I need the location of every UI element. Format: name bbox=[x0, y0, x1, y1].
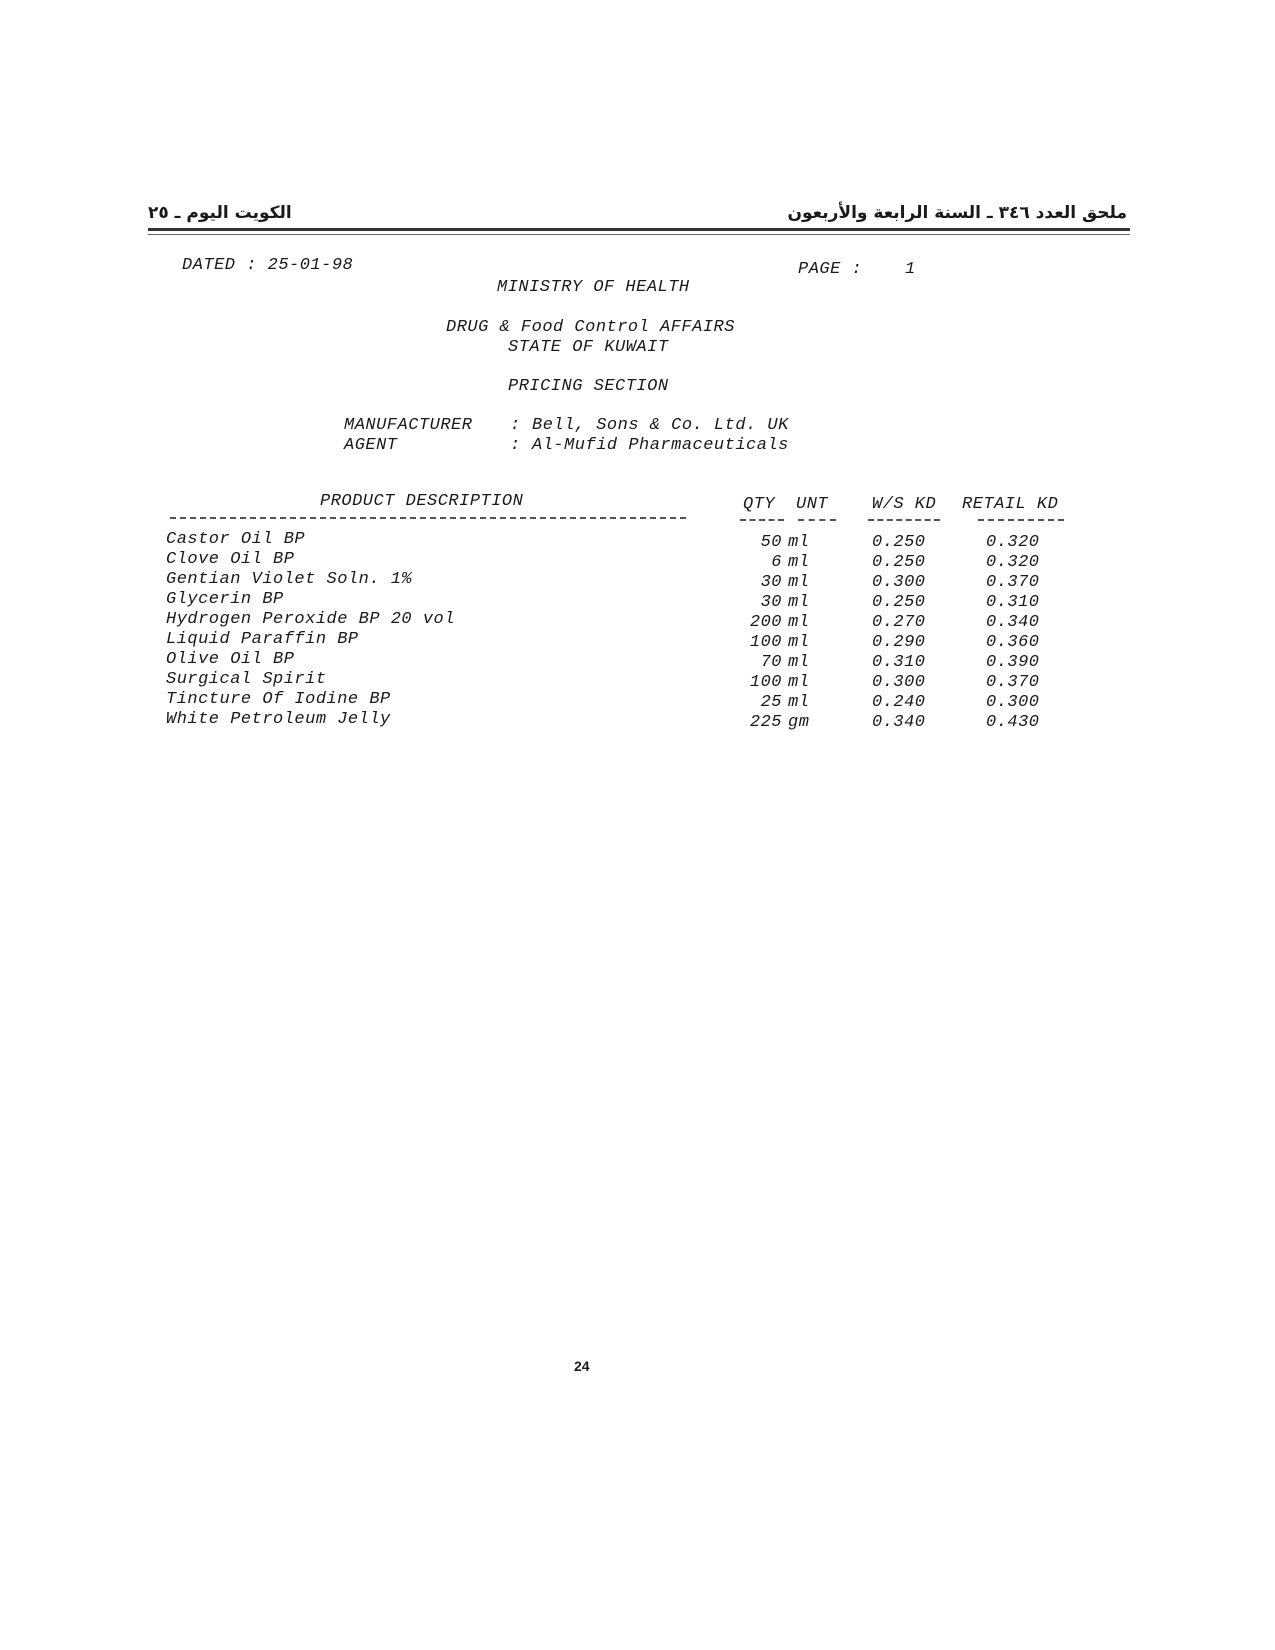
quantity-cell: 200 bbox=[749, 613, 782, 632]
page-value: 1 bbox=[905, 260, 916, 279]
ministry-title: MINISTRY OF HEALTH bbox=[497, 278, 690, 297]
agent-label: AGENT bbox=[344, 436, 398, 455]
agent-value: Al-Mufid Pharmaceuticals bbox=[532, 436, 789, 455]
product-description-cell: Gentian Violet Soln. 1% bbox=[166, 570, 413, 589]
dated-line: DATED : 25-01-98 bbox=[182, 256, 354, 275]
state-title: STATE OF KUWAIT bbox=[508, 338, 669, 357]
retail-price-cell: 0.340 bbox=[986, 613, 1040, 632]
wholesale-price-cell: 0.290 bbox=[872, 633, 926, 652]
product-description-cell: White Petroleum Jelly bbox=[166, 710, 391, 729]
retail-price-cell: 0.320 bbox=[986, 533, 1040, 552]
manufacturer-colon: : bbox=[510, 416, 521, 435]
product-description-cell: Castor Oil BP bbox=[166, 530, 306, 549]
description-underline bbox=[170, 517, 686, 519]
column-header-retail: RETAIL KD bbox=[962, 495, 1059, 514]
wholesale-price-cell: 0.240 bbox=[872, 693, 926, 712]
column-header-unit: UNT bbox=[796, 495, 829, 514]
wholesale-price-cell: 0.250 bbox=[872, 533, 926, 552]
unit-cell: ml bbox=[788, 653, 810, 672]
header-rule-thin bbox=[148, 234, 1130, 235]
running-header-left: الكويت اليوم ـ ٢٥ bbox=[148, 203, 292, 223]
page-line: PAGE : 1 bbox=[798, 260, 916, 279]
unit-cell: ml bbox=[788, 573, 810, 592]
column-header-description: PRODUCT DESCRIPTION bbox=[320, 492, 524, 511]
unit-cell: ml bbox=[788, 593, 810, 612]
retail-price-cell: 0.300 bbox=[986, 693, 1040, 712]
retail-price-cell: 0.320 bbox=[986, 553, 1040, 572]
quantity-cell: 30 bbox=[760, 573, 782, 592]
wholesale-price-cell: 0.340 bbox=[872, 713, 926, 732]
product-description-cell: Tincture Of Iodine BP bbox=[166, 690, 391, 709]
footer-page-number: 24 bbox=[574, 1358, 590, 1374]
retail-price-cell: 0.360 bbox=[986, 633, 1040, 652]
product-description-cell: Glycerin BP bbox=[166, 590, 284, 609]
page-label: PAGE bbox=[798, 260, 841, 279]
unit-underline bbox=[798, 519, 836, 521]
section-title: PRICING SECTION bbox=[508, 377, 669, 396]
ws-underline bbox=[868, 519, 940, 521]
dated-label: DATED bbox=[182, 256, 236, 275]
quantity-cell: 30 bbox=[760, 593, 782, 612]
unit-cell: ml bbox=[788, 553, 810, 572]
unit-cell: ml bbox=[788, 693, 810, 712]
quantity-cell: 100 bbox=[749, 633, 782, 652]
retail-price-cell: 0.370 bbox=[986, 673, 1040, 692]
qty-underline bbox=[740, 519, 784, 521]
column-header-ws: W/S KD bbox=[872, 495, 937, 514]
retail-price-cell: 0.390 bbox=[986, 653, 1040, 672]
retail-price-cell: 0.430 bbox=[986, 713, 1040, 732]
unit-cell: gm bbox=[788, 713, 810, 732]
column-header-qty: QTY bbox=[743, 495, 776, 514]
wholesale-price-cell: 0.300 bbox=[872, 673, 926, 692]
quantity-cell: 100 bbox=[749, 673, 782, 692]
quantity-cell: 6 bbox=[771, 553, 782, 572]
product-description-cell: Olive Oil BP bbox=[166, 650, 295, 669]
wholesale-price-cell: 0.270 bbox=[872, 613, 926, 632]
wholesale-price-cell: 0.310 bbox=[872, 653, 926, 672]
header-rule bbox=[148, 228, 1130, 231]
department-title: DRUG & Food Control AFFAIRS bbox=[446, 318, 735, 337]
wholesale-price-cell: 0.300 bbox=[872, 573, 926, 592]
wholesale-price-cell: 0.250 bbox=[872, 553, 926, 572]
agent-colon: : bbox=[510, 436, 521, 455]
running-header-right: ملحق العدد ٣٤٦ ـ السنة الرابعة والأربعون bbox=[787, 203, 1127, 223]
quantity-cell: 50 bbox=[760, 533, 782, 552]
wholesale-price-cell: 0.250 bbox=[872, 593, 926, 612]
manufacturer-label: MANUFACTURER bbox=[344, 416, 473, 435]
product-description-cell: Clove Oil BP bbox=[166, 550, 295, 569]
unit-cell: ml bbox=[788, 673, 810, 692]
product-description-cell: Hydrogen Peroxide BP 20 vol bbox=[166, 610, 455, 629]
dated-value: 25-01-98 bbox=[267, 256, 354, 275]
unit-cell: ml bbox=[788, 533, 810, 552]
manufacturer-value: Bell, Sons & Co. Ltd. UK bbox=[532, 416, 789, 435]
quantity-cell: 70 bbox=[760, 653, 782, 672]
product-description-cell: Liquid Paraffin BP bbox=[166, 630, 359, 649]
unit-cell: ml bbox=[788, 633, 810, 652]
retail-price-cell: 0.310 bbox=[986, 593, 1040, 612]
retail-underline bbox=[978, 519, 1064, 521]
product-description-cell: Surgical Spirit bbox=[166, 670, 327, 689]
retail-price-cell: 0.370 bbox=[986, 573, 1040, 592]
unit-cell: ml bbox=[788, 613, 810, 632]
quantity-cell: 225 bbox=[749, 713, 782, 732]
quantity-cell: 25 bbox=[760, 693, 782, 712]
